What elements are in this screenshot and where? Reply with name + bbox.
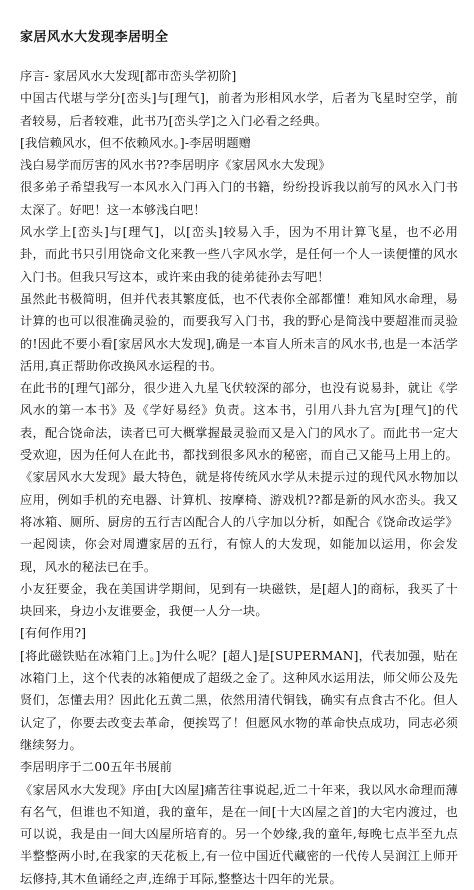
paragraph: 李居明序于二00五年书展前 bbox=[20, 760, 173, 775]
paragraph: 风水学上[峦头]与[理气]，以[峦头]较易入手，因为不用计算飞星，也不必用卦，而此书只引用饶命文化来教一些八字风水学，是任何一个人一读便懂的风水入门书。但我只写这本，或许来由我的徒弟徒孙去写吧！ bbox=[20, 225, 458, 284]
paragraph: 在此书的[理气]部分，很少进入九星飞伏较深的部分，也没有说易卦，就让《学风水的第一本书》及《学好易经》负责。这本书，引用八卦九宫为[理气]的代表，配合饶命法，读者已可大概掌握最灵验而又是入门的风水了。而此书一定大受欢迎，因为任何人在此书，都找到很多风水的秘密，而自己又能马上用上的。《家居风水大发现》最大特色，就是将传统风水学从未提示过的现代风水物加以应用，例如手机的充电器、计算机、按摩椅、游戏机??都是新的风水峦头。我又将冰箱、厕所、厨房的五行吉凶配合人的八字加以分析，如配合《饶命改运学》一起阅读，你会对周遭家居的五行，有惊人的大发现，如能加以运用，你会发现，风水的秘法已在手。 bbox=[20, 381, 458, 574]
document-title: 家居风水大发现李居明全 bbox=[20, 30, 169, 45]
paragraph: 《家居风水大发现》序由[大凶屋]痛苦往事说起,近二十年来，我以风水命理而薄有名气，但谁也不知道，我的童年，是在一间[十大凶屋之首]的大宅内渡过，也可以说，我是由一间大凶屋所培育的。另一个妙缘,我的童年,每晚七点半至九点半整整两小时,在我家的天花板上,有一位中国近代藏密的一代传人吴润江上师开坛修持,其木鱼诵经之声,连绵于耳际,整整达十四年的光景。 bbox=[20, 782, 458, 886]
paragraph: 很多弟子希望我写一本风水入门再入门的书籍，纷纷投诉我以前写的风水入门书太深了。好吧！这一本够浅白吧！ bbox=[20, 180, 458, 217]
paragraph: [我信赖风水，但不依赖风水。]-李居明题赠 bbox=[20, 135, 252, 150]
paragraph: 虽然此书极简明，但并代表其繁度低，也不代表你全部都懂！难知风水命理，易计算的也可以很准确灵验的，而要我写入门书，我的野心是简浅中要超准而灵验的!因此不要小看[家居风水大发现],确是一本盲人所未言的风水书,也是一本活学活用,真正帮助你改换风水运程的书。 bbox=[20, 291, 458, 373]
paragraph: 浅白易学而厉害的风水书??李居明序《家居风水大发现》 bbox=[20, 158, 331, 173]
paragraph: 中国古代堪与学分[峦头]与[理气]，前者为形相风水学，后者为飞星时空学，前者较易，后者较难，此书乃[峦头学]之入门必看之经典。 bbox=[20, 91, 458, 128]
paragraph: 序言- 家居风水大发现[都市峦头学初阶] bbox=[20, 69, 237, 83]
paragraph: [有何作用?] bbox=[20, 626, 87, 641]
paragraph: [将此磁铁贴在冰箱门上。]为什么呢？[超人]是[SUPERMAN]，代表加强，贴在冰箱门上，这个代表的冰箱便成了超级之金了。这种风水运用法，师父师公及先贤们，怎懂去用？因此化五黄二黑，依然用清代铜钱，确实有点食古不化。但人认定了，你要去改变去革命，便挨骂了！但愿风水物的革命快点成功，同志必须继续努力。 bbox=[20, 648, 458, 752]
paragraph: 小友狂要金，我在美国讲学期间，见到有一块磁铁，是[超人]的商标，我买了十块回来，身边小友谁要金，我便一人分一块。 bbox=[20, 581, 458, 619]
